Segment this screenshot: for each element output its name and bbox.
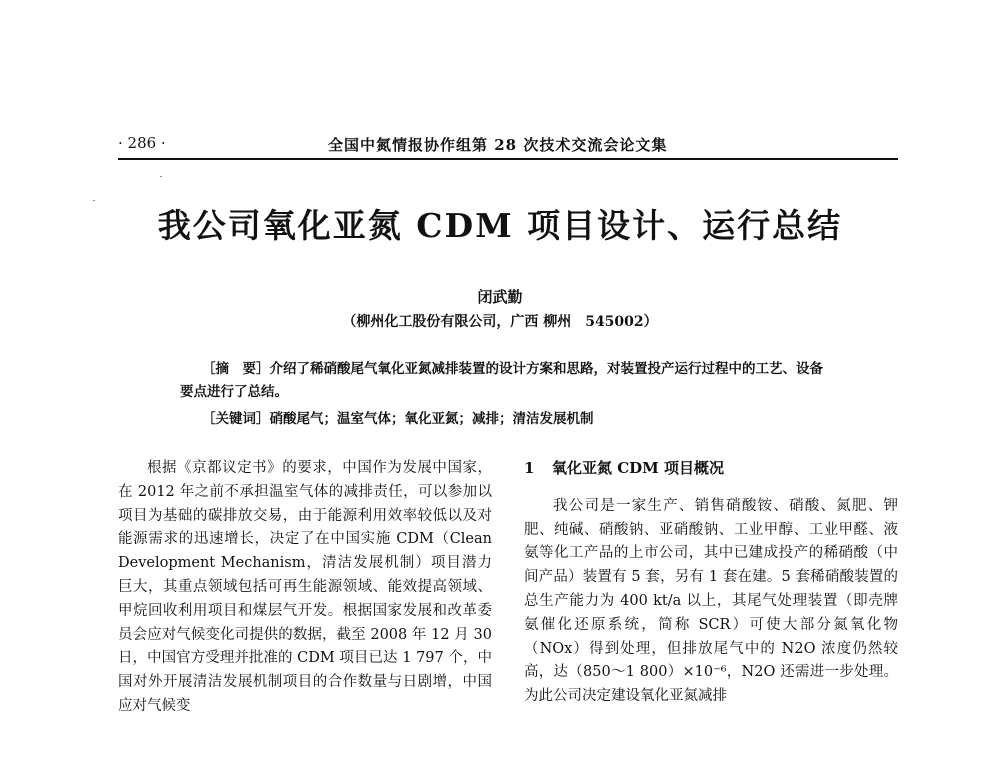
keywords-label: ［关键词］: [202, 411, 270, 427]
author-affiliation: （柳州化工股份有限公司，广西 柳州 545002）: [342, 314, 658, 330]
abstract-block: [180, 358, 830, 431]
author-name: 闭武勤: [477, 288, 523, 306]
keywords-line: [180, 408, 830, 431]
section-number: 1: [524, 459, 535, 477]
page-number: · 286 ·: [118, 134, 166, 152]
intro-paragraph: 根据《京都议定书》的要求，中国作为发展中国家，在 2012 年之前不承担温室气体的减排责任，可以参加以项目为基础的碳排放交易，由于能源利用效率较低以及对能源需求的迅速增长，决定了在中国实施 CDM（Clean Development Mechanism，清洁发展机制）项目潜力巨大，其重点领域包括可再生能源领域、能效提高领域、甲烷回收利用项目和煤层气开发。根据国家发展和改革委员会应对气候变化司提供的数据，截至 2008 年 12 月 30 日，中国官方受理并批准的 CDM 项目已达 1 797 个，中国对外开展清洁发展机制项目的合作数量与日剧增，中国应对气候变: [118, 460, 492, 714]
abstract-label: ［摘 要］: [202, 361, 270, 377]
article-title: 我公司氧化亚氮 CDM 项目设计、运行总结: [157, 206, 843, 245]
header-rule: [118, 158, 898, 160]
running-title: 全国中氮情报协作组第 28 次技术交流会论文集: [328, 136, 668, 154]
keywords-text: 硝酸尾气；温室气体；氧化亚氮；减排；清洁发展机制: [269, 411, 594, 427]
left-column: [118, 457, 492, 719]
abstract-paragraph: [180, 358, 830, 404]
page-header: [118, 128, 898, 158]
section-paragraph: 我公司是一家生产、销售硝酸铵、硝酸、氮肥、钾肥、纯碱、硝酸钠、亚硝酸钠、工业甲醇、工业甲醛、液氨等化工产品的上市公司，其中已建成投产的稀硝酸（中间产品）装置有 5 套，另有 1 套在建。5 套稀硝酸装置的总生产能力为 400 kt/a 以上，其尾气处理装置（即壳牌氨催化还原系统，简称 SCR）可使大部分氮氧化物（NOx）得到处理，但排放尾气中的 N2O 浓度仍然较高，达（850～1 800）×10⁻⁶，N2O 还需进一步处理。为此公司决定建设氧化亚氮减排: [524, 497, 898, 705]
section-heading: [524, 457, 898, 481]
section-title: 氧化亚氮 CDM 项目概况: [552, 459, 724, 477]
right-column: [524, 457, 898, 709]
scan-speck: [160, 176, 162, 177]
abstract-text: 介绍了稀硝酸尾气氧化亚氮减排装置的设计方案和思路，对装置投产运行过程中的工艺、设备要点进行了总结。: [180, 361, 823, 400]
